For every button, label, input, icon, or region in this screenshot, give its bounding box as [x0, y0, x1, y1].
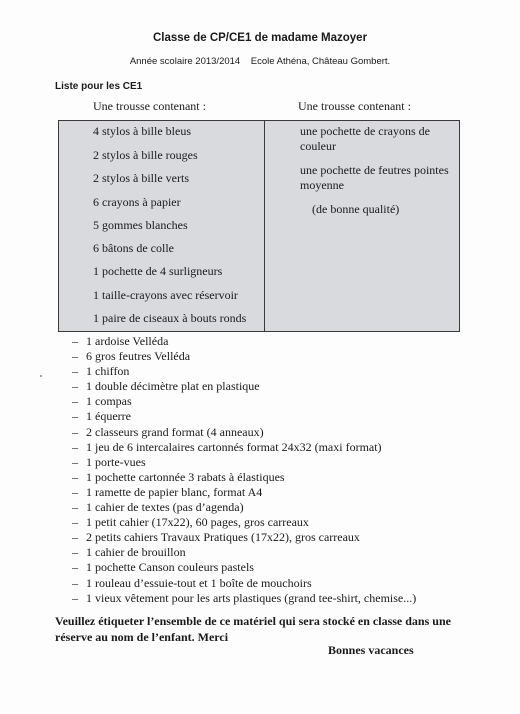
list-item-text: 1 pochette cartonnée 3 rabats à élastiques — [86, 469, 285, 484]
dash-bullet: – — [72, 530, 78, 545]
dash-bullet: – — [72, 469, 78, 484]
trousse-right-item: une pochette de crayons de couleur — [300, 124, 430, 153]
list-item — [72, 409, 416, 424]
school-year-subtitle: Année scolaire 2013/2014 Ecole Athéna, Château Gombert. — [129, 56, 391, 67]
list-item — [72, 364, 416, 379]
list-item — [72, 545, 416, 560]
trousse-left-item: 5 gommes blanches — [93, 218, 188, 232]
supplies-list — [72, 334, 416, 606]
labeling-notice: Veuillez étiqueter l’ensemble de ce matériel qui sera stocké en classe dans une réserve au nom de l’enfant. Merci — [55, 614, 451, 644]
dash-bullet: – — [72, 424, 78, 439]
list-title: Liste pour les CE1 — [55, 81, 143, 92]
list-item — [72, 455, 416, 470]
list-item — [72, 530, 416, 545]
list-item-text: 1 porte-vues — [86, 454, 146, 469]
list-item-text: 1 vieux vêtement pour les arts plastiques (grand tee-shirt, chemise...) — [86, 590, 417, 605]
trousse-left-heading: Une trousse contenant : — [93, 99, 206, 113]
trousse-left-item: 1 taille-crayons avec réservoir — [93, 288, 238, 302]
list-item — [72, 500, 416, 515]
list-item — [72, 485, 416, 500]
trousse-left-item: 4 stylos à bille bleus — [93, 124, 191, 138]
list-item-text: 6 gros feutres Velléda — [86, 349, 191, 364]
dash-bullet: – — [72, 500, 78, 515]
dash-bullet: – — [72, 545, 78, 560]
dash-bullet: – — [72, 334, 78, 348]
list-item — [72, 440, 416, 455]
trousse-left-item: 1 paire de ciseaux à bouts ronds — [93, 311, 247, 325]
list-item — [72, 379, 416, 394]
dash-bullet: – — [72, 349, 78, 364]
list-item — [72, 470, 416, 485]
document-title: Classe de CP/CE1 de madame Mazoyer — [152, 32, 368, 44]
dash-bullet: – — [72, 379, 78, 394]
trousse-left-item: 2 stylos à bille verts — [93, 171, 189, 185]
trousse-right-heading: Une trousse contenant : — [298, 99, 411, 113]
list-item-text: 1 chiffon — [86, 364, 130, 379]
list-item-text: 1 rouleau d’essuie-tout et 1 boîte de mouchoirs — [86, 575, 312, 590]
list-item-text: 1 ramette de papier blanc, format A4 — [86, 484, 263, 499]
trousse-table-divider — [264, 120, 265, 332]
dash-bullet: – — [72, 575, 78, 590]
list-item — [72, 576, 416, 591]
list-item-text: 1 petit cahier (17x22), 60 pages, gros carreaux — [86, 515, 309, 530]
dash-bullet: – — [72, 439, 78, 454]
list-item-text: 1 jeu de 6 intercalaires cartonnés format 24x32 (maxi format) — [86, 439, 382, 454]
list-item — [72, 591, 416, 606]
scan-speck — [40, 375, 42, 377]
list-item-text: 2 classeurs grand format (4 anneaux) — [86, 424, 264, 439]
list-item — [72, 560, 416, 575]
list-item — [72, 515, 416, 530]
list-item-text: 1 compas — [86, 394, 132, 409]
list-item-text: 1 équerre — [86, 409, 131, 424]
dash-bullet: – — [72, 484, 78, 499]
list-item-text: 1 ardoise Velléda — [86, 334, 169, 348]
list-item — [72, 394, 416, 409]
dash-bullet: – — [72, 454, 78, 469]
list-item-text: 1 cahier de brouillon — [86, 545, 186, 560]
list-item-text: 2 petits cahiers Travaux Pratiques (17x22), gros carreaux — [86, 530, 360, 545]
list-item — [72, 349, 416, 364]
list-item — [72, 334, 416, 349]
signoff-text: Bonnes vacances — [328, 643, 414, 657]
trousse-left-item: 2 stylos à bille rouges — [93, 148, 198, 162]
trousse-left-item: 1 pochette de 4 surligneurs — [93, 264, 223, 278]
list-item — [72, 425, 416, 440]
list-item-text: 1 pochette Canson couleurs pastels — [86, 560, 254, 575]
trousse-right-item: (de bonne qualité) — [312, 202, 400, 216]
list-item-text: 1 cahier de textes (pas d’agenda) — [86, 500, 244, 515]
dash-bullet: – — [72, 560, 78, 575]
list-item-text: 1 double décimètre plat en plastique — [86, 379, 260, 394]
dash-bullet: – — [72, 590, 78, 605]
trousse-left-item: 6 crayons à papier — [93, 195, 181, 209]
dash-bullet: – — [72, 394, 78, 409]
dash-bullet: – — [72, 409, 78, 424]
dash-bullet: – — [72, 515, 78, 530]
trousse-left-item: 6 bâtons de colle — [93, 241, 174, 255]
dash-bullet: – — [72, 364, 78, 379]
trousse-right-item: une pochette de feutres pointes moyenne — [300, 163, 449, 192]
